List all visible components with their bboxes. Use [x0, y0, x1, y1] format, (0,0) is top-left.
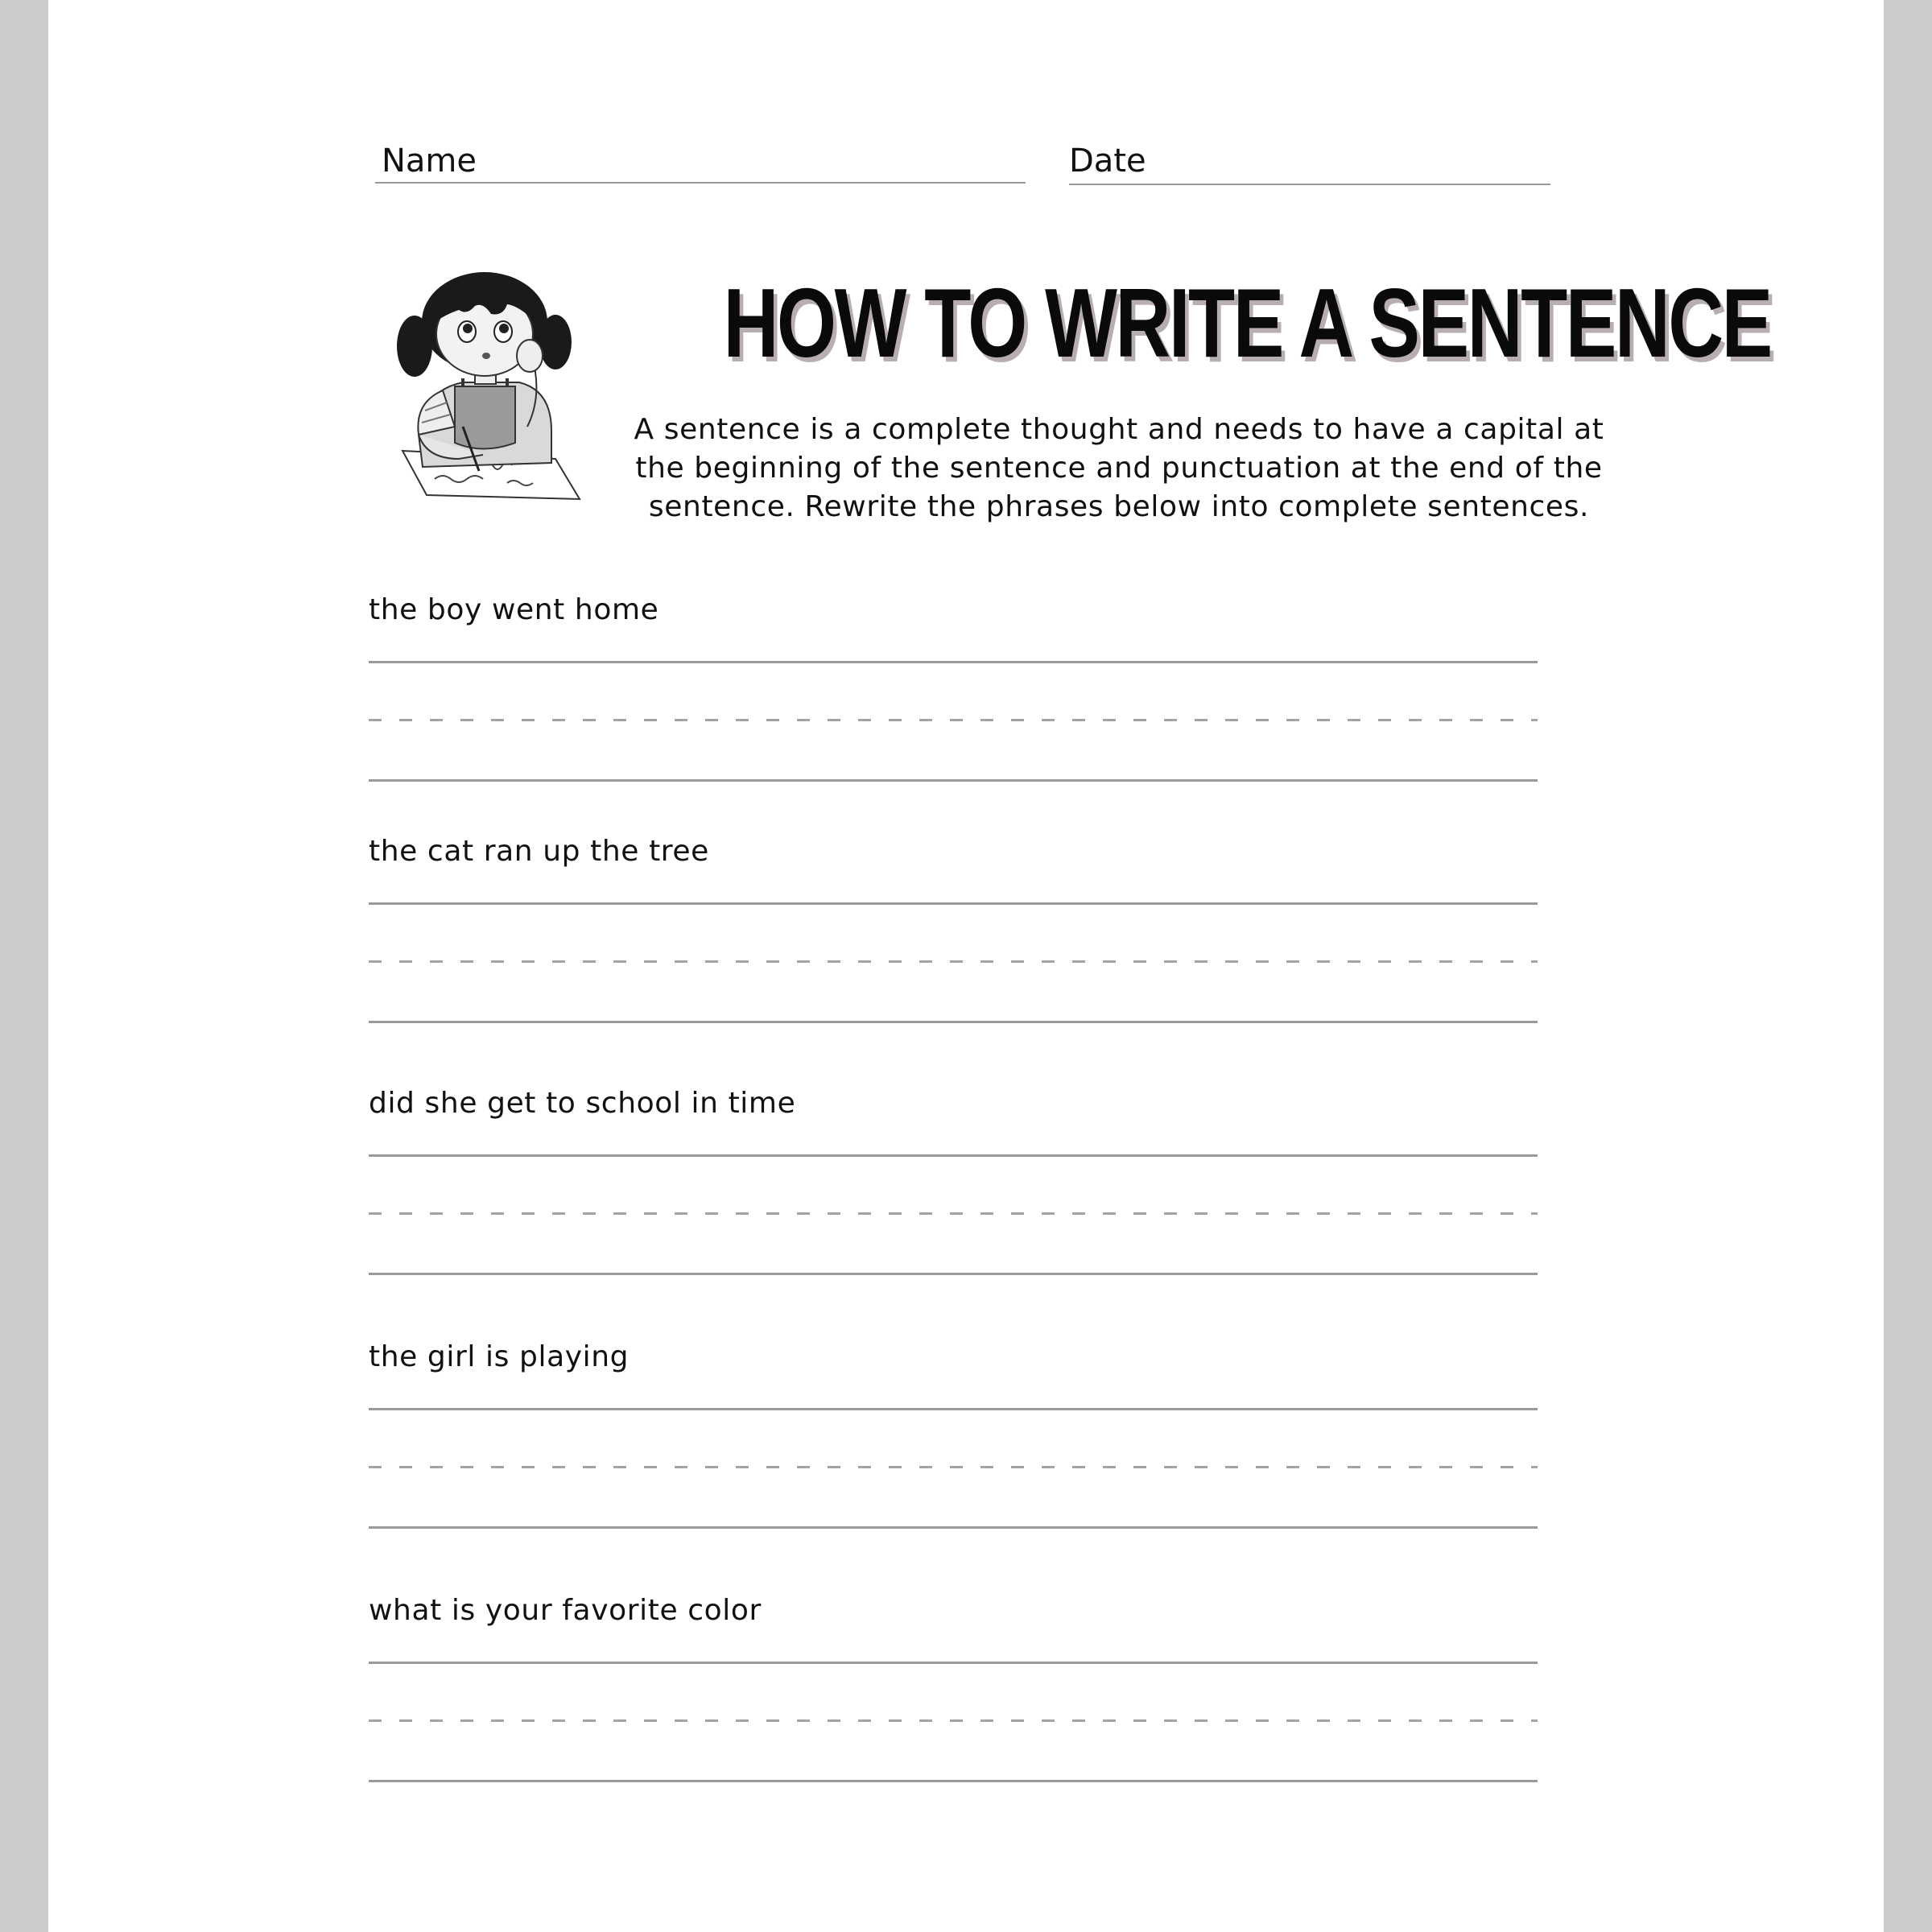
writing-base-line[interactable] — [369, 1021, 1538, 1023]
writing-top-line[interactable] — [369, 902, 1538, 905]
exercise-phrase: the boy went home — [369, 593, 659, 626]
instructions-text: A sentence is a complete thought and needs to have a capital at the beginning of the sentence and punctuation at the end of the sentence. Rewrite the phrases below into complete sentences. — [634, 413, 1604, 523]
exercise-phrase: what is your favorite color — [369, 1594, 762, 1627]
worksheet-page — [48, 0, 1884, 1932]
date-line[interactable] — [1069, 184, 1550, 185]
writing-top-line[interactable] — [369, 661, 1538, 663]
exercise-phrase: the girl is playing — [369, 1340, 630, 1373]
thinking-girl-illustration — [386, 266, 588, 507]
date-label: Date — [1069, 142, 1146, 180]
writing-mid-dashed-line[interactable] — [369, 1466, 1538, 1468]
writing-base-line[interactable] — [369, 1526, 1538, 1529]
name-label: Name — [382, 142, 477, 180]
name-line[interactable] — [375, 182, 1026, 184]
writing-base-line[interactable] — [369, 779, 1538, 782]
writing-base-line[interactable] — [369, 1273, 1538, 1275]
exercise-phrase: did she get to school in time — [369, 1087, 796, 1120]
writing-top-line[interactable] — [369, 1154, 1538, 1157]
writing-top-line[interactable] — [369, 1662, 1538, 1664]
worksheet-title: HOW TO WRITE A SENTENCE — [723, 268, 1771, 378]
exercise-phrase: the cat ran up the tree — [369, 835, 709, 868]
writing-mid-dashed-line[interactable] — [369, 1212, 1538, 1215]
writing-top-line[interactable] — [369, 1408, 1538, 1410]
writing-mid-dashed-line[interactable] — [369, 1719, 1538, 1722]
writing-mid-dashed-line[interactable] — [369, 960, 1538, 963]
writing-base-line[interactable] — [369, 1780, 1538, 1782]
writing-mid-dashed-line[interactable] — [369, 719, 1538, 721]
